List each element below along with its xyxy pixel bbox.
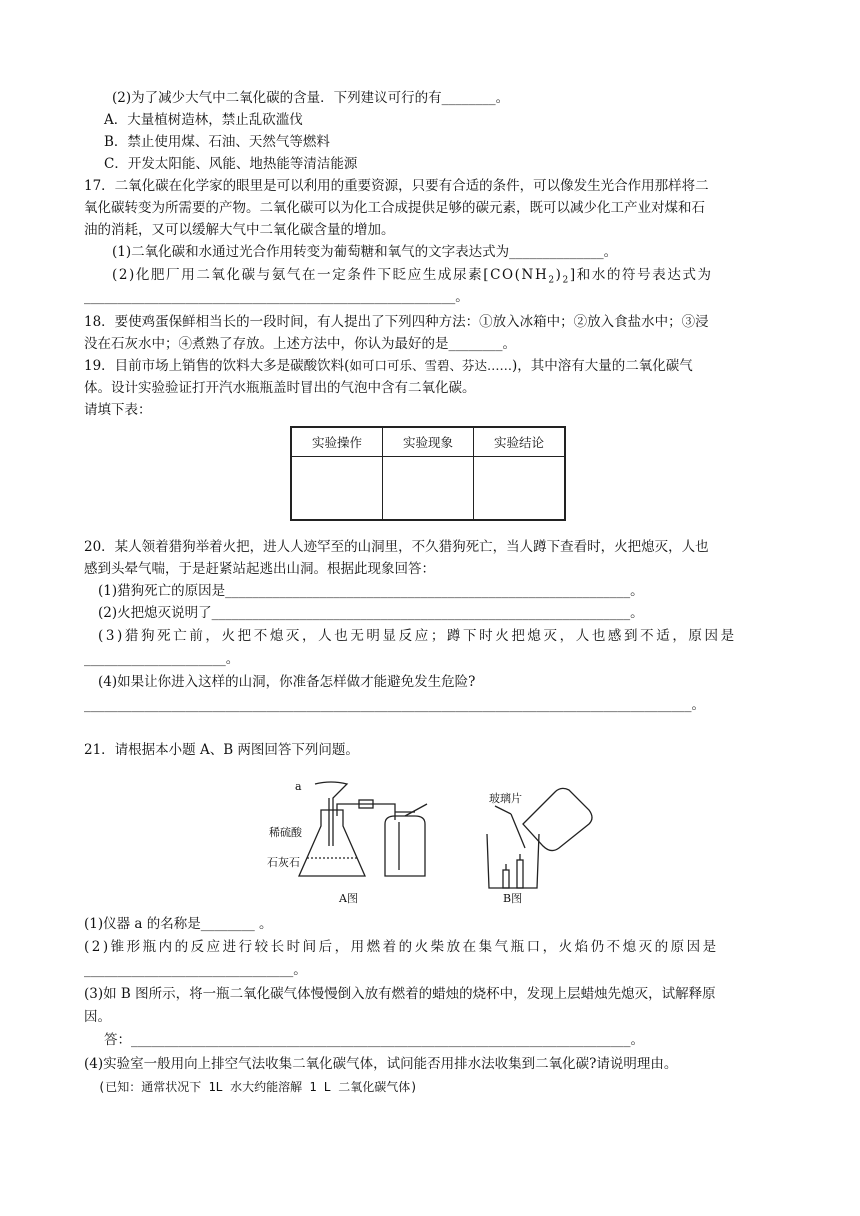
q19-line1-tail: )，其中溶有大量的二氧化碳气 <box>511 358 693 374</box>
experiment-table <box>290 426 566 521</box>
q21-part3-answer-blank[interactable]: 答：__________________________________________________________________________。 <box>104 1032 644 1048</box>
q21-part4: (4)实验室一般用向上排空气法收集二氧化碳气体，试问能否用排水法收集到二氧化碳?请说明理由。 <box>84 1056 678 1072</box>
q17-part2 <box>112 266 713 290</box>
q19-line2: 体。设计实验验证打开汽水瓶瓶盖时冒出的气泡中含有二氧化碳。 <box>84 380 476 396</box>
q20-line1: 20．某人领着猎狗举着火把，进人人迹罕至的山洞里，不久猎狗死亡，当人蹲下查看时，火把熄灭，人也 <box>84 539 709 555</box>
q21-part2-answer-blank[interactable]: _______________________________。 <box>84 962 307 978</box>
q16-option-c: C．开发太阳能、风能、地热能等清洁能源 <box>104 156 358 172</box>
q19-line1 <box>84 357 693 375</box>
funnel-icon <box>315 782 347 846</box>
q17-part1: (1)二氧化碳和水通过光合作用转变为葡萄糖和氧气的文字表达式为______________。 <box>112 244 618 260</box>
q20-part4: (4)如果让你进入这样的山洞，你准备怎样做才能避免发生危险? <box>98 674 476 690</box>
q16-option-a: A．大量植树造林，禁止乱砍滥伐 <box>104 112 303 128</box>
label-glass-sheet: 玻璃片 <box>489 792 522 805</box>
q21-part1: (1)仪器 a 的名称是________ 。 <box>84 916 273 932</box>
q18-line2: 没在石灰水中；④煮熟了存放。上述方法中，你认为最好的是________。 <box>84 336 516 352</box>
q17-part2-answer-blank[interactable]: _______________________________________________________。 <box>84 289 469 305</box>
q16-part2: (2)为了减少大气中二氧化碳的含量．下列建议可行的有________。 <box>112 90 510 106</box>
table-header-row <box>291 427 565 457</box>
q17-subscript: 2 <box>548 275 556 286</box>
q17-line3: 油的消耗，又可以缓解大气中二氧化碳含量的增加。 <box>84 222 395 238</box>
q21-line1: 21．请根据本小题 A、B 两图回答下列问题。 <box>84 742 359 758</box>
q17-part2-paren: ) <box>555 267 563 283</box>
q16-option-b: B．禁止使用煤、石油、天然气等燃料 <box>104 134 330 150</box>
glass-sheet-icon <box>511 814 525 848</box>
table-header: 实验现象 <box>383 427 474 457</box>
table-row <box>291 457 565 521</box>
q20-part1: (1)猎狗死亡的原因是____________________________________________________________。 <box>98 583 644 599</box>
q21-part2: (2)锥形瓶内的反应进行较长时间后，用燃着的火柴放在集气瓶口，火焰仍不熄灭的原因是 <box>84 939 719 955</box>
q21-part3-cont: 因。 <box>84 1009 111 1025</box>
q19-line1-text: 19．目前市场上销售的饮料大多是碳酸饮料( <box>84 358 350 374</box>
q20-part3-answer-blank[interactable]: _____________________。 <box>84 651 240 667</box>
q17-line2: 氧化碳转变为所需要的产物。二氧化碳可以为化工合成提供足够的碳元素，既可以减少化工产业对煤和石 <box>84 200 705 216</box>
q19-line3: 请填下表： <box>84 402 152 418</box>
q20-part2: (2)火把熄灭说明了______________________________________________________________。 <box>98 605 644 621</box>
q17-part2-text: (2)化肥厂用二氧化碳与氨气在一定条件下眨应生成尿素[CO(NH <box>112 267 549 283</box>
collecting-bottle-icon <box>385 816 425 876</box>
table-header: 实验操作 <box>291 427 383 457</box>
q20-part3: (3)猎狗死亡前，火把不熄灭，人也无明显反应；蹲下时火把熄灭，人也感到不适，原因是 <box>98 628 737 644</box>
pouring-bottle-icon <box>523 788 592 850</box>
label-limestone: 石灰石 <box>267 856 300 869</box>
apparatus-figure <box>255 776 605 906</box>
q19-examples: 如可口可乐、雪碧、芬达…… <box>349 358 512 373</box>
q18-line1: 18．要使鸡蛋保鲜相当长的一段时间，有人提出了下列四种方法：①放入冰箱中；②放入食盐水中；③浸 <box>84 314 709 330</box>
label-a: a <box>295 780 302 793</box>
table-header: 实验结论 <box>474 427 566 457</box>
label-dilute-sulfuric-acid: 稀硫酸 <box>269 826 302 839</box>
figure-b-caption: B图 <box>503 892 523 905</box>
table-cell-operation[interactable] <box>291 457 383 521</box>
q17-subscript-2: 2 <box>562 275 570 286</box>
table-cell-phenomenon[interactable] <box>383 457 474 521</box>
flask-icon <box>299 810 365 876</box>
q21-note: (已知：通常状况下 1L 水大约能溶解 1 L 二氧化碳气体) <box>98 1080 418 1094</box>
q20-line2: 感到头晕气喘，于是赶紧站起逃出山洞。根据此现象回答： <box>84 561 435 577</box>
beaker-icon <box>487 834 539 888</box>
q17-part2-tail: ]和水的符号表达式为 <box>569 267 713 283</box>
q17-line1: 17．二氧化碳在化学家的眼里是可以利用的重要资源，只要有合适的条件，可以像发生光合作用那样将二 <box>84 178 709 194</box>
table-cell-conclusion[interactable] <box>474 457 566 521</box>
figure-a-caption: A图 <box>339 892 358 905</box>
q21-part3: (3)如 B 图所示，将一瓶二氧化碳气体慢慢倒入放有燃着的蜡烛的烧杯中，发现上层蜡烛先熄灭，试解释原 <box>84 986 716 1002</box>
q20-part4-answer-blank[interactable]: __________________________________________________________________________________________。 <box>84 697 705 713</box>
